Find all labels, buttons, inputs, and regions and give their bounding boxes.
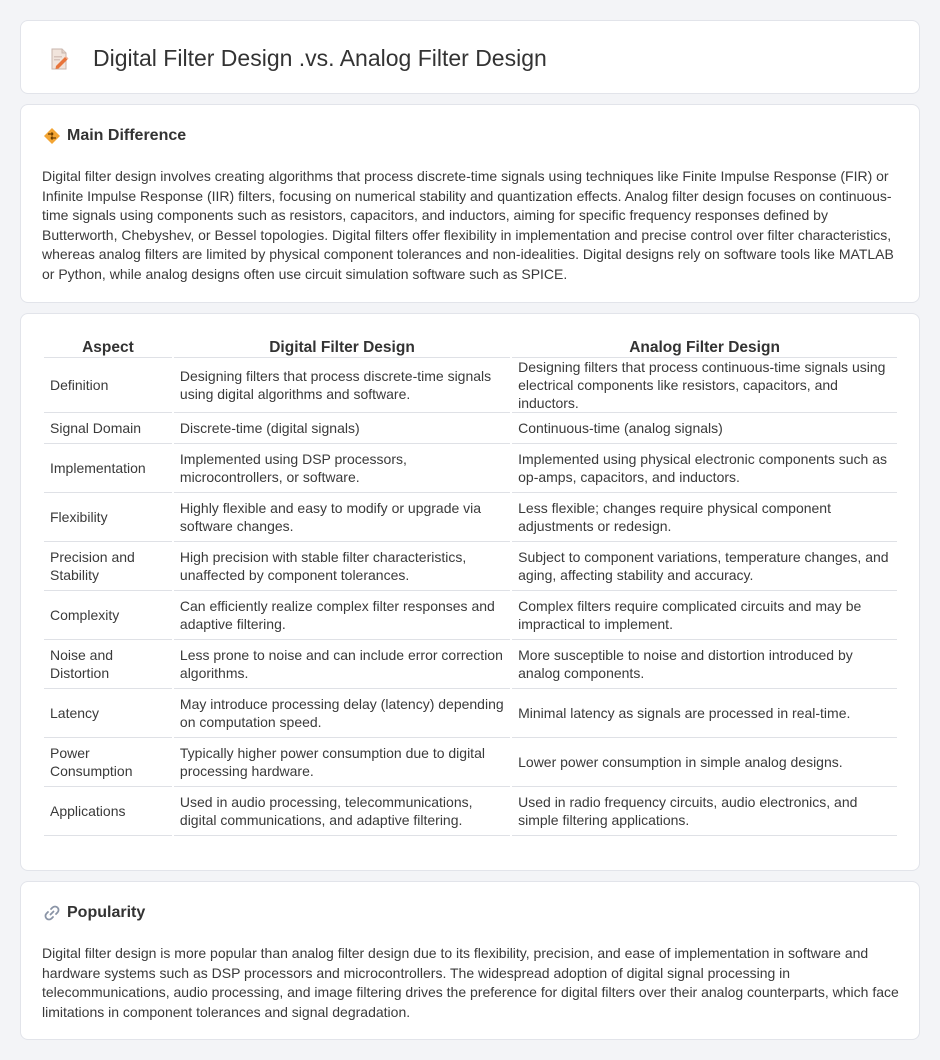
digital-cell: Typically higher power consumption due to digital processing hardware. (174, 738, 510, 787)
table-row (44, 444, 897, 493)
aspect-cell: Signal Domain (44, 413, 172, 444)
table-row (44, 787, 897, 836)
table-row (44, 413, 897, 444)
analog-cell: Designing filters that process continuous-time signals using electrical components like resistors, capacitors, and inductors. (512, 358, 897, 413)
analog-cell: Complex filters require complicated circuits and may be impractical to implement. (512, 591, 897, 640)
digital-cell: Highly flexible and easy to modify or upgrade via software changes. (174, 493, 510, 542)
analog-cell: More susceptible to noise and distortion introduced by analog components. (512, 640, 897, 689)
table-header-row (44, 334, 897, 358)
popularity-text: Digital filter design is more popular than analog filter design due to its flexibility, precision, and ease of implementation in software and hardware systems such as DSP processors and microcontrollers. The widespread adoption of digital signal processing in telecommunications, audio processing, and image filtering drives the preference for digital filters over their analog counterparts, which face limitations in component tolerances and signal degradation. (42, 945, 899, 1020)
column-header-aspect: Aspect (44, 334, 172, 358)
analog-cell: Minimal latency as signals are processed in real-time. (512, 689, 897, 738)
analog-cell: Continuous-time (analog signals) (512, 413, 897, 444)
aspect-cell: Complexity (44, 591, 172, 640)
table-row (44, 689, 897, 738)
table-row (44, 591, 897, 640)
table-row (44, 493, 897, 542)
digital-cell: High precision with stable filter characteristics, unaffected by component tolerances. (174, 542, 510, 591)
analog-cell: Subject to component variations, temperature changes, and aging, affecting stability and accuracy. (512, 542, 897, 591)
popularity-section (20, 881, 920, 1040)
table-row (44, 358, 897, 413)
popularity-header (43, 904, 145, 922)
aspect-cell: Flexibility (44, 493, 172, 542)
aspect-cell: Noise and Distortion (44, 640, 172, 689)
page-title: Digital Filter Design .vs. Analog Filter Design (93, 45, 547, 71)
aspect-cell: Implementation (44, 444, 172, 493)
comparison-section (20, 313, 920, 871)
table-row (44, 640, 897, 689)
diamond-signpost-icon (43, 127, 61, 145)
aspect-cell: Applications (44, 787, 172, 836)
table-row (44, 738, 897, 787)
table-row (44, 542, 897, 591)
main-difference-text: Digital filter design involves creating algorithms that process discrete-time signals using techniques like Finite Impulse Response (FIR) or Infinite Impulse Response (IIR) filters, focusing on numerical stability and quantization effects. Analog filter design focuses on continuous-time signals using components such as resistors, capacitors, and inductors, aiming for specific frequency responses defined by Butterworth, Chebyshev, or Bessel topologies. Digital filters offer flexibility in implementation and precise control over filter characteristics, whereas analog filters are limited by physical component tolerances and non-idealities. Digital designs rely on software tools like MATLAB or Python, while analog designs often use circuit simulation software such as SPICE. (42, 168, 894, 282)
digital-cell: Designing filters that process discrete-time signals using digital algorithms and software. (174, 358, 510, 413)
analog-cell: Used in radio frequency circuits, audio electronics, and simple filtering applications. (512, 787, 897, 836)
document-edit-icon (47, 47, 71, 71)
column-header-digital: Digital Filter Design (174, 334, 510, 358)
analog-cell: Less flexible; changes require physical component adjustments or redesign. (512, 493, 897, 542)
main-difference-heading: Main Difference (67, 127, 187, 144)
popularity-heading: Popularity (67, 904, 146, 921)
link-icon (43, 904, 61, 922)
digital-cell: Used in audio processing, telecommunications, digital communications, and adaptive filtering. (174, 787, 510, 836)
comparison-table (42, 334, 899, 836)
column-header-analog: Analog Filter Design (512, 334, 897, 358)
analog-cell: Lower power consumption in simple analog designs. (512, 738, 897, 787)
digital-cell: Can efficiently realize complex filter responses and adaptive filtering. (174, 591, 510, 640)
title-card (20, 20, 920, 94)
main-difference-section (20, 104, 920, 303)
digital-cell: Less prone to noise and can include error correction algorithms. (174, 640, 510, 689)
digital-cell: May introduce processing delay (latency) depending on computation speed. (174, 689, 510, 738)
aspect-cell: Precision and Stability (44, 542, 172, 591)
digital-cell: Discrete-time (digital signals) (174, 413, 510, 444)
digital-cell: Implemented using DSP processors, microcontrollers, or software. (174, 444, 510, 493)
aspect-cell: Definition (44, 358, 172, 413)
aspect-cell: Power Consumption (44, 738, 172, 787)
aspect-cell: Latency (44, 689, 172, 738)
analog-cell: Implemented using physical electronic components such as op-amps, capacitors, and inductors. (512, 444, 897, 493)
main-difference-header (43, 127, 186, 145)
